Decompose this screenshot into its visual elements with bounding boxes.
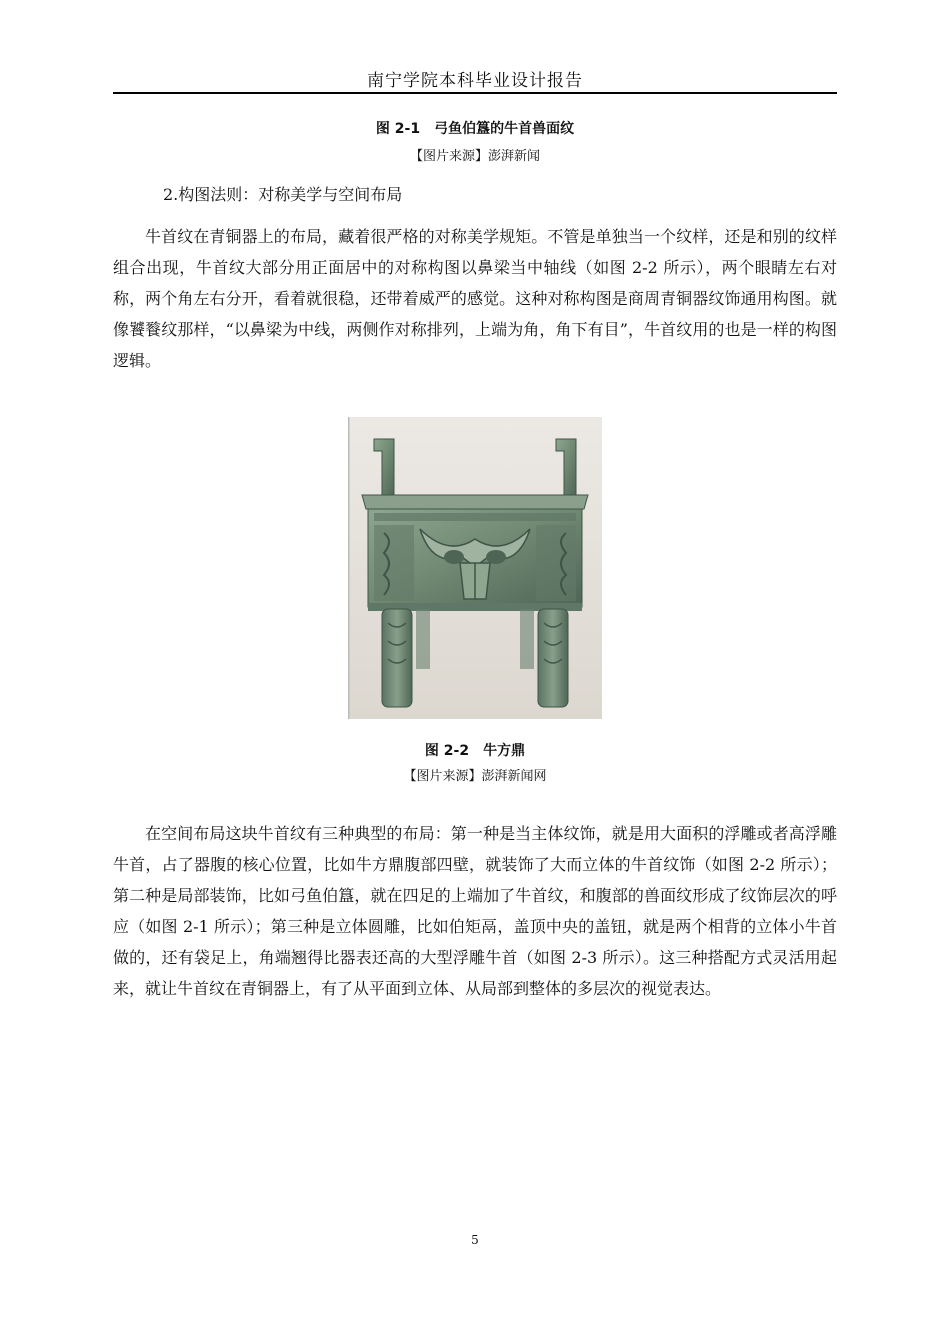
paragraph-layout: 在空间布局这块牛首纹有三种典型的布局：第一种是当主体纹饰，就是用大面积的浮雕或者高浮雕牛首，占了器腹的核心位置，比如牛方鼎腹部四壁，就装饰了大而立体的牛首纹饰（如图 2-2 所示）；第二种是局部装饰，比如弓鱼伯簋，就在四足的上端加了牛首纹，和腹部的兽面纹形成了纹饰层次的呼应（如图 2-1 所示）；第三种是立体圆雕，比如伯矩鬲，盖顶中央的盖钮，就是两个相背的立体小牛首做的，还有袋足上，角端翘得比器表还高的大型浮雕牛首（如图 2-3 所示）。这三种搭配方式灵活用起来，就让牛首纹在青铜器上，有了从平面到立体、从局部到整体的多层次的视觉表达。 — [113, 824, 837, 998]
ox-square-ding-photo — [348, 417, 602, 719]
header-rule — [113, 92, 837, 94]
page-number: 5 — [471, 1233, 479, 1247]
figure-2-2-caption: 图 2-2 牛方鼎 — [424, 743, 526, 759]
section-heading: 2.构图法则：对称美学与空间布局 — [163, 185, 403, 204]
figure-2-1-source: 【图片来源】澎湃新闻 — [409, 149, 540, 164]
paragraph-symmetry: 牛首纹在青铜器上的布局，藏着很严格的对称美学规矩。不管是单独当一个纹样，还是和别的纹样组合出现，牛首纹大部分用正面居中的对称构图以鼻梁当中轴线（如图 2-2 所示），两个眼睛左右对称，两个角左右分开，看着就很稳，还带着威严的感觉。这种对称构图是商周青铜器纹饰通用构图。就像饕餮纹那样，“以鼻梁为中线，两侧作对称排列，上端为角，角下有目”，牛首纹用的也是一样的构图逻辑。 — [113, 227, 837, 370]
figure-2-2-source: 【图片来源】澎湃新闻网 — [403, 769, 547, 784]
figure-2-1-caption: 图 2-1 弓鱼伯簋的牛首兽面纹 — [375, 121, 575, 137]
page-header-title: 南宁学院本科毕业设计报告 — [367, 71, 583, 91]
